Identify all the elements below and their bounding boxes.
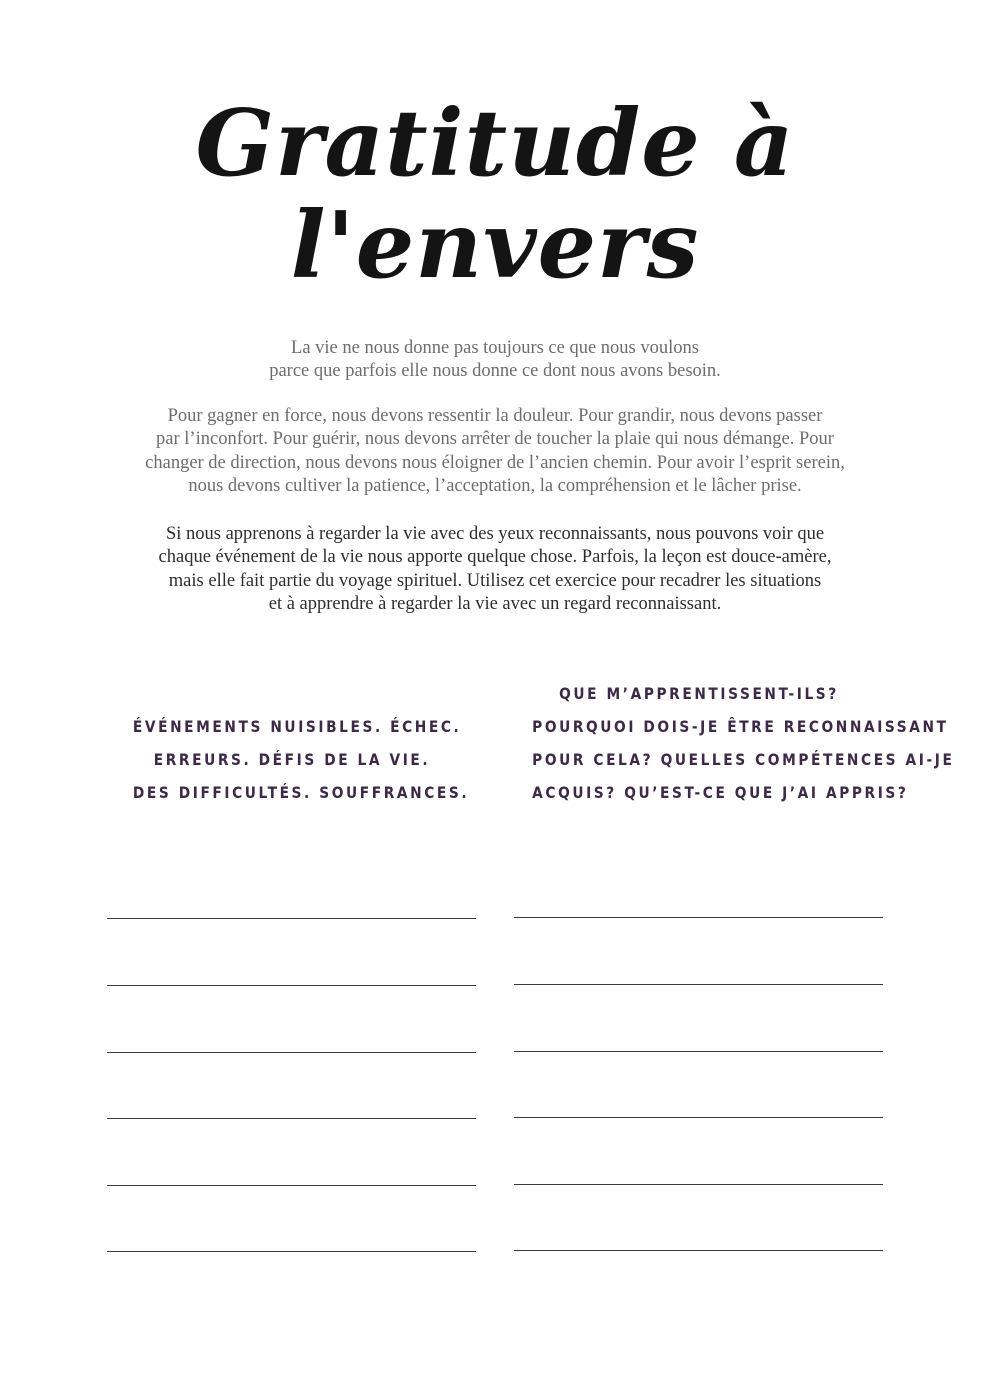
intro-paragraph-3-line: et à apprendre à regarder la vie avec un regard reconnaissant.: [268, 593, 722, 614]
left-writing-line[interactable]: [107, 1251, 476, 1252]
intro-paragraph-1-line: La vie ne nous donne pas toujours ce que nous voulons: [291, 338, 699, 358]
right-heading-line: ACQUIS? QU’EST-CE QUE J’AI APPRIS?: [532, 783, 909, 802]
intro-paragraph-2-line: par l’inconfort. Pour guérir, nous devons arrêter de toucher la plaie qui nous démange. Pour: [156, 429, 834, 450]
intro-paragraph-2-line: nous devons cultiver la patience, l’acceptation, la compréhension et le lâcher prise.: [188, 475, 802, 496]
left-heading-line: ÉVÉNEMENTS NUISIBLES. ÉCHEC.: [132, 717, 462, 736]
intro-paragraph-3-line: chaque événement de la vie nous apporte quelque chose. Parfois, la leçon est douce-amère,: [158, 547, 832, 568]
left-writing-line[interactable]: [107, 918, 476, 919]
intro-paragraph-1: [120, 337, 870, 384]
right-writing-line[interactable]: [514, 917, 883, 918]
right-heading-line: QUE M’APPRENTISSENT-ILS?: [559, 684, 839, 703]
left-heading-line: DES DIFFICULTÉS. SOUFFRANCES.: [132, 783, 470, 802]
intro-paragraph-1-line: parce que parfois elle nous donne ce dont nous avons besoin.: [269, 361, 721, 382]
right-heading-line: POUR CELA? QUELLES COMPÉTENCES AI-JE: [532, 750, 955, 769]
right-writing-line[interactable]: [514, 1250, 883, 1251]
right-writing-line[interactable]: [514, 984, 883, 985]
left-writing-line[interactable]: [107, 985, 476, 986]
left-writing-line[interactable]: [107, 1185, 476, 1186]
intro-paragraph-3: [120, 523, 870, 616]
intro-paragraph-2: [120, 405, 870, 498]
right-column-heading: [532, 677, 955, 809]
intro-paragraph-3-line: Si nous apprenons à regarder la vie avec des yeux reconnaissants, nous pouvons voir que: [165, 524, 825, 544]
left-writing-line[interactable]: [107, 1118, 476, 1119]
intro-paragraph-2-line: Pour gagner en force, nous devons ressentir la douleur. Pour grandir, nous devons passer: [167, 406, 823, 426]
right-writing-line[interactable]: [514, 1051, 883, 1052]
left-writing-line[interactable]: [107, 1052, 476, 1053]
right-heading-line: POURQUOI DOIS-JE ÊTRE RECONNAISSANT: [532, 717, 949, 736]
right-writing-line[interactable]: [514, 1184, 883, 1185]
left-column-heading: [132, 710, 470, 809]
intro-paragraph-3-line: mais elle fait partie du voyage spirituel. Utilisez cet exercice pour recadrer les situations: [168, 570, 822, 591]
page-title-line-2: l'envers: [290, 191, 700, 299]
intro-paragraph-2-line: changer de direction, nous devons nous éloigner de l’ancien chemin. Pour avoir l’esprit serein,: [145, 452, 845, 473]
page-title-line-1: Gratitude à: [195, 89, 795, 197]
right-writing-line[interactable]: [514, 1117, 883, 1118]
left-heading-line: ERREURS. DÉFIS DE LA VIE.: [153, 750, 431, 769]
